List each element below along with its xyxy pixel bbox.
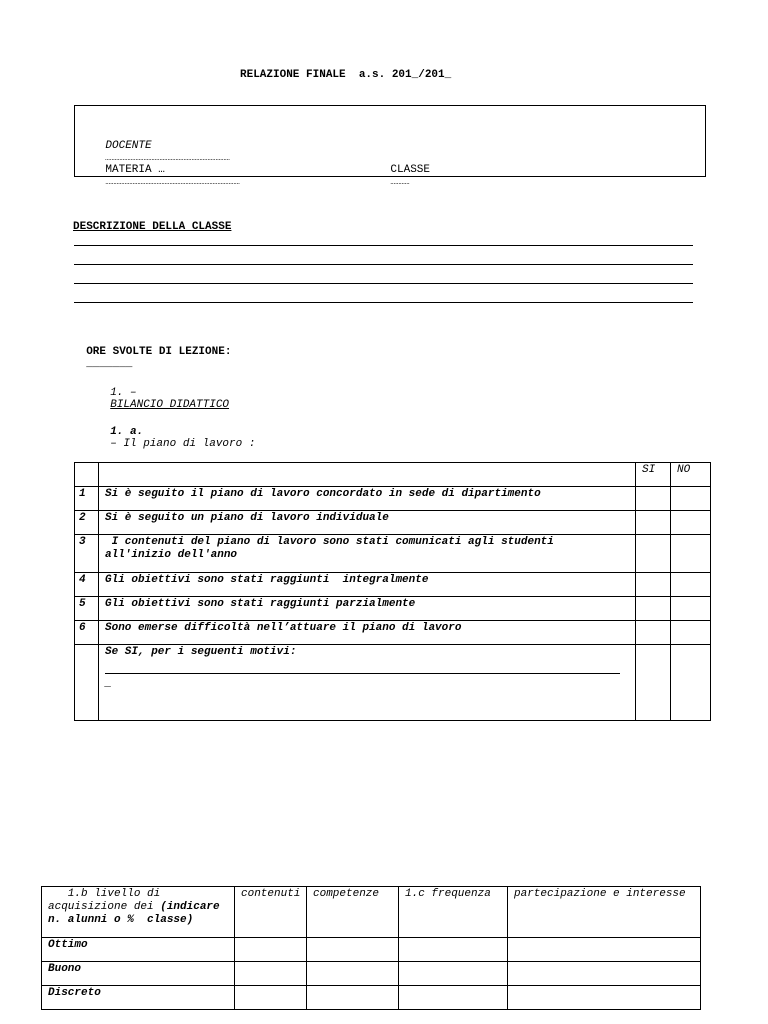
materia-dots: ………………………………………………………………………… [105, 178, 240, 187]
partecipazione-header: partecipazione e interesse [508, 887, 701, 938]
classe-dots: ………… [390, 178, 410, 187]
document-title: RELAZIONE FINALE a.s. 201_/201_ [240, 69, 452, 81]
row-no-cell[interactable] [671, 511, 711, 535]
section-1-number: 1. – [110, 387, 137, 399]
table-row [42, 962, 701, 986]
row-si-cell[interactable] [636, 621, 671, 645]
contenuti-cell[interactable] [235, 938, 307, 962]
table-row [42, 986, 701, 1010]
row-text: Si è seguito un piano di lavoro individuale [99, 511, 636, 535]
competenze-cell[interactable] [307, 986, 399, 1010]
row-si-cell[interactable] [636, 573, 671, 597]
ore-blank[interactable]: _______ [86, 358, 133, 370]
classe-field[interactable] [364, 152, 430, 200]
row-number: 4 [75, 573, 99, 597]
classe-label: CLASSE [390, 164, 431, 176]
motivi-cell[interactable] [99, 645, 636, 721]
table-row [42, 938, 701, 962]
col-si-header: SI [636, 463, 671, 487]
table-row [75, 487, 711, 511]
table-header-num [75, 463, 99, 487]
row-no-cell[interactable] [671, 535, 711, 573]
row-number: 2 [75, 511, 99, 535]
piano-lavoro-table [74, 462, 711, 721]
row-text: Sono emerse difficoltà nell’attuare il piano di lavoro [99, 621, 636, 645]
frequenza-cell[interactable] [399, 986, 508, 1010]
row-no-cell[interactable] [671, 645, 711, 721]
row-no-cell[interactable] [671, 573, 711, 597]
row-number: 1 [75, 487, 99, 511]
row-si-cell[interactable] [636, 535, 671, 573]
level-label: Ottimo [42, 938, 235, 962]
row-text: Gli obiettivi sono stati raggiunti parzialmente [99, 597, 636, 621]
section-1a-title: – Il piano di lavoro : [110, 438, 256, 450]
row-number: 5 [75, 597, 99, 621]
descrizione-line-3[interactable] [74, 283, 693, 284]
materia-field[interactable] [79, 152, 240, 200]
table-header-text [99, 463, 636, 487]
row-text: Si è seguito il piano di lavoro concordato in sede di dipartimento [99, 487, 636, 511]
descrizione-line-4[interactable] [74, 302, 693, 303]
section-1a-number: 1. a. [110, 426, 144, 438]
partecipazione-cell[interactable] [508, 986, 701, 1010]
table-row [75, 573, 711, 597]
descrizione-line-1[interactable] [74, 245, 693, 246]
row-si-cell[interactable] [636, 597, 671, 621]
partecipazione-cell[interactable] [508, 962, 701, 986]
contenuti-cell[interactable] [235, 986, 307, 1010]
col-no-header: NO [671, 463, 711, 487]
section-1-heading [97, 375, 229, 411]
partecipazione-cell[interactable] [508, 938, 701, 962]
row-si-cell[interactable] [636, 511, 671, 535]
row-no-cell[interactable] [671, 621, 711, 645]
descrizione-heading: DESCRIZIONE DELLA CLASSE [73, 221, 232, 233]
competenze-header: competenze [307, 887, 399, 938]
row-number: 6 [75, 621, 99, 645]
contenuti-header: contenuti [235, 887, 307, 938]
table-row-motivi [75, 645, 711, 721]
motivi-tail: _ [105, 678, 112, 690]
frequenza-cell[interactable] [399, 938, 508, 962]
teacher-info-box [74, 105, 706, 187]
section-1a-heading [97, 414, 255, 450]
competenze-cell[interactable] [307, 962, 399, 986]
descrizione-line-2[interactable] [74, 264, 693, 265]
table-row [75, 621, 711, 645]
livello-acquisizione-table [41, 886, 701, 1010]
livello-header-part2: (indicare n. alunni o % classe) [48, 901, 220, 926]
contenuti-cell[interactable] [235, 962, 307, 986]
frequenza-header: 1.c frequenza [399, 887, 508, 938]
competenze-cell[interactable] [307, 938, 399, 962]
materia-label: MATERIA … [105, 164, 165, 176]
motivi-line[interactable] [105, 673, 620, 674]
row-no-cell[interactable] [671, 597, 711, 621]
table-header-row [75, 463, 711, 487]
livello-header-part1: 1.b livello di acquisizione dei [48, 888, 161, 913]
row-text: I contenuti del piano di lavoro sono stati comunicati agli studenti all'inizio dell'anno [99, 535, 636, 573]
ore-label: ORE SVOLTE DI LEZIONE: [86, 346, 232, 358]
row-si-cell[interactable] [636, 645, 671, 721]
livello-header [42, 887, 235, 938]
level-label: Buono [42, 962, 235, 986]
level-label: Discreto [42, 986, 235, 1010]
row-si-cell[interactable] [636, 487, 671, 511]
docente-dots: …………………………………………………………………… [105, 154, 231, 163]
row-no-cell[interactable] [671, 487, 711, 511]
table-row [75, 597, 711, 621]
motivi-label: Se SI, per i seguenti motivi: [105, 646, 297, 658]
row-number: 3 [75, 535, 99, 573]
table2-header-row [42, 887, 701, 938]
row-number-empty [75, 645, 99, 721]
frequenza-cell[interactable] [399, 962, 508, 986]
docente-label: DOCENTE [105, 140, 152, 152]
table-row [75, 511, 711, 535]
table-row [75, 535, 711, 573]
row-text: Gli obiettivi sono stati raggiunti integralmente [99, 573, 636, 597]
ore-svolte [73, 334, 231, 370]
section-1-title: BILANCIO DIDATTICO [110, 399, 230, 411]
